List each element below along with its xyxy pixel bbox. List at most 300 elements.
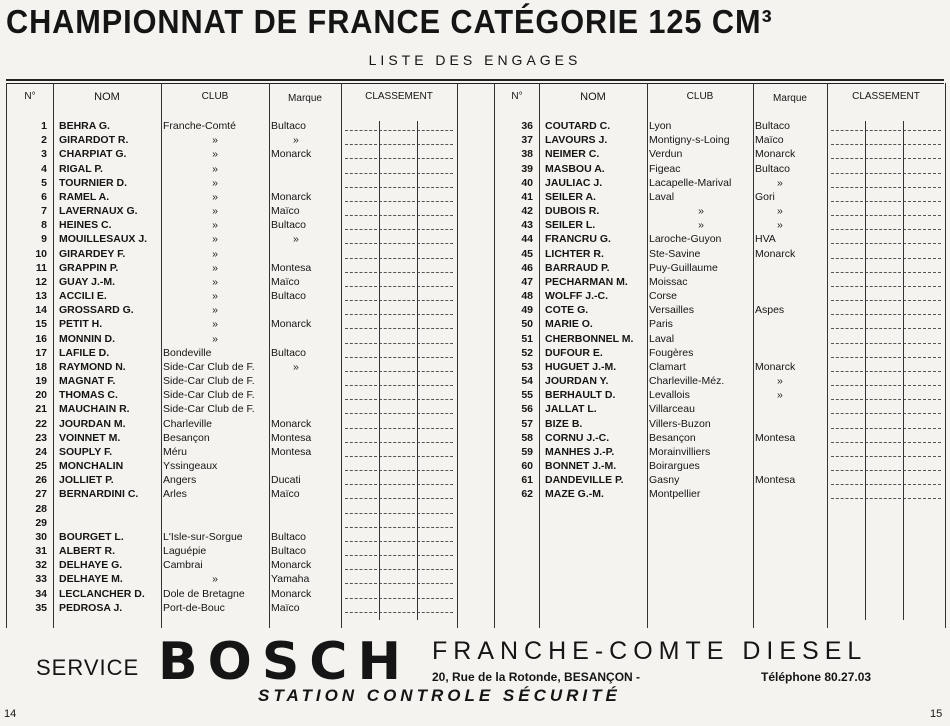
classement-blank xyxy=(417,583,453,584)
classement-blank xyxy=(831,300,863,301)
classement-blank xyxy=(903,130,941,131)
entry-number: 40 xyxy=(521,176,533,189)
classement-blank xyxy=(417,470,453,471)
classement-blank xyxy=(865,215,901,216)
table-row xyxy=(7,459,457,473)
page-title: CHAMPIONNAT DE FRANCE CATÉGORIE 125 CM³ xyxy=(6,3,773,40)
classement-blank xyxy=(417,428,453,429)
entry-number: 3 xyxy=(41,148,47,161)
entry-number: 61 xyxy=(521,474,533,487)
classement-blank xyxy=(345,357,377,358)
entry-name: SOUPLY F. xyxy=(59,445,113,458)
entry-marque: Maïco xyxy=(755,134,784,147)
classement-blank xyxy=(345,413,377,414)
entry-marque: Monarck xyxy=(271,587,312,600)
classement-blank xyxy=(379,569,415,570)
entry-marque: » xyxy=(777,205,783,218)
classement-blank xyxy=(903,498,941,499)
classement-blank xyxy=(379,173,415,174)
classement-blank xyxy=(831,215,863,216)
classement-divider xyxy=(903,121,904,620)
classement-blank xyxy=(417,371,453,372)
entry-club: Boirargues xyxy=(649,460,700,473)
classement-blank xyxy=(865,144,901,145)
classement-blank xyxy=(417,399,453,400)
entry-club: Side-Car Club de F. xyxy=(163,360,255,373)
classement-blank xyxy=(417,258,453,259)
entry-number: 49 xyxy=(521,304,533,317)
classement-blank xyxy=(379,541,415,542)
classement-blank xyxy=(345,144,377,145)
classement-blank xyxy=(417,442,453,443)
entry-number: 4 xyxy=(41,162,47,175)
entry-marque: Yamaha xyxy=(271,573,310,586)
entry-marque: Bultaco xyxy=(755,120,791,132)
table-row xyxy=(495,204,945,218)
classement-blank xyxy=(903,215,941,216)
header-classement: CLASSEMENT xyxy=(852,91,920,102)
classement-blank xyxy=(903,371,941,372)
entry-name: LAVOURS J. xyxy=(545,134,608,147)
entry-club: Angers xyxy=(163,474,197,487)
entry-number: 28 xyxy=(35,502,47,515)
entry-club: Montpellier xyxy=(649,488,701,501)
table-row xyxy=(7,247,457,261)
entry-club: » xyxy=(212,176,218,189)
classement-blank xyxy=(345,272,377,273)
entry-number: 51 xyxy=(521,332,533,345)
classement-blank xyxy=(865,201,901,202)
table-row xyxy=(495,346,945,360)
table-row xyxy=(7,190,457,204)
entry-number: 10 xyxy=(35,247,47,260)
entry-number: 62 xyxy=(521,488,533,501)
table-row xyxy=(495,459,945,473)
classement-blank xyxy=(831,343,863,344)
classement-blank xyxy=(831,158,863,159)
entry-club: Bondeville xyxy=(163,346,212,359)
table-row xyxy=(7,204,457,218)
entry-name: LAFILE D. xyxy=(59,346,110,359)
entry-club: Laguépie xyxy=(163,545,207,558)
header-marque: Marque xyxy=(773,93,807,104)
classement-blank xyxy=(345,243,377,244)
header-club: CLUB xyxy=(201,91,229,102)
classement-blank xyxy=(379,258,415,259)
entry-marque: Montesa xyxy=(271,261,312,274)
classement-blank xyxy=(417,513,453,514)
classement-blank xyxy=(865,413,901,414)
classement-blank xyxy=(379,428,415,429)
table-row xyxy=(7,374,457,388)
entry-club: Arles xyxy=(163,488,187,501)
entry-marque: » xyxy=(777,176,783,189)
entry-club: » xyxy=(212,275,218,288)
classement-blank xyxy=(831,484,863,485)
entry-marque: » xyxy=(777,375,783,388)
classement-blank xyxy=(417,187,453,188)
table-row xyxy=(495,374,945,388)
classement-blank xyxy=(417,555,453,556)
entry-number: 33 xyxy=(35,573,47,586)
entry-number: 26 xyxy=(35,474,47,487)
classement-blank xyxy=(865,371,901,372)
table-row xyxy=(495,133,945,147)
table-row xyxy=(7,147,457,161)
classement-blank xyxy=(379,513,415,514)
entry-number: 58 xyxy=(521,431,533,444)
entry-marque: Maïco xyxy=(271,205,300,218)
entry-club: Cambrai xyxy=(163,559,203,572)
table-row xyxy=(7,360,457,374)
entry-name: BIZE B. xyxy=(545,417,583,430)
footer-company: FRANCHE-COMTE DIESEL xyxy=(432,637,868,665)
entry-club: » xyxy=(212,290,218,303)
table-row xyxy=(495,232,945,246)
classement-blank xyxy=(903,385,941,386)
entry-club: » xyxy=(212,261,218,274)
classement-blank xyxy=(831,144,863,145)
classement-blank xyxy=(345,130,377,131)
bosch-logo: BOSCH xyxy=(158,632,411,692)
classement-blank xyxy=(345,385,377,386)
classement-blank xyxy=(831,357,863,358)
classement-blank xyxy=(831,286,863,287)
table-row xyxy=(7,601,457,615)
classement-blank xyxy=(379,343,415,344)
entry-number: 5 xyxy=(41,176,47,189)
classement-blank xyxy=(379,399,415,400)
classement-blank xyxy=(417,498,453,499)
entry-number: 15 xyxy=(35,318,47,331)
entry-name: MONCHALIN xyxy=(59,460,124,473)
entry-club: » xyxy=(212,190,218,203)
classement-blank xyxy=(865,470,901,471)
entry-number: 53 xyxy=(521,360,533,373)
entry-name: ACCILI E. xyxy=(59,290,107,303)
entry-club: Besançon xyxy=(649,431,696,444)
entry-marque: Bultaco xyxy=(271,290,307,303)
classement-blank xyxy=(417,286,453,287)
classement-blank xyxy=(865,328,901,329)
classement-blank xyxy=(903,314,941,315)
classement-blank xyxy=(417,598,453,599)
entry-name: VOINNET M. xyxy=(59,431,121,444)
classement-blank xyxy=(379,201,415,202)
table-row xyxy=(7,587,457,601)
classement-blank xyxy=(417,569,453,570)
entry-number: 34 xyxy=(35,587,47,600)
entry-number: 37 xyxy=(521,134,533,147)
entry-club: Fougères xyxy=(649,346,694,359)
entry-name: MAGNAT F. xyxy=(59,375,116,388)
table-row xyxy=(7,558,457,572)
classement-blank xyxy=(379,484,415,485)
classement-blank xyxy=(345,229,377,230)
classement-blank xyxy=(417,541,453,542)
classement-blank xyxy=(865,343,901,344)
entry-marque: Aspes xyxy=(755,304,785,317)
entry-club: Montigny-s-Loing xyxy=(649,134,730,147)
entry-number: 22 xyxy=(35,417,47,430)
table-row xyxy=(495,317,945,331)
entry-marque: Monarck xyxy=(755,360,796,373)
entry-name: RIGAL P. xyxy=(59,162,103,175)
entry-club: Side-Car Club de F. xyxy=(163,375,255,388)
classement-blank xyxy=(379,272,415,273)
classement-blank xyxy=(865,272,901,273)
classement-blank xyxy=(903,428,941,429)
entry-name: MARIE O. xyxy=(545,318,593,331)
entry-marque: Bultaco xyxy=(271,346,307,359)
classement-blank xyxy=(865,314,901,315)
entry-number: 41 xyxy=(521,190,533,203)
classement-blank xyxy=(417,201,453,202)
table-row xyxy=(7,544,457,558)
classement-blank xyxy=(831,371,863,372)
classement-blank xyxy=(903,328,941,329)
entry-number: 47 xyxy=(521,275,533,288)
header-nom: NOM xyxy=(580,91,606,103)
entry-name: BEHRA G. xyxy=(59,120,110,132)
classement-blank xyxy=(865,484,901,485)
entry-club: Ste-Savine xyxy=(649,247,701,260)
classement-blank xyxy=(831,470,863,471)
entry-marque: » xyxy=(293,134,299,147)
entry-marque: Monarck xyxy=(271,148,312,161)
classement-blank xyxy=(417,314,453,315)
classement-blank xyxy=(345,555,377,556)
table-row xyxy=(495,332,945,346)
entry-number: 12 xyxy=(35,275,47,288)
entry-marque: Maïco xyxy=(271,488,300,501)
entry-name: JOURDAN Y. xyxy=(545,375,609,388)
classement-blank xyxy=(345,215,377,216)
classement-blank xyxy=(345,498,377,499)
classement-blank xyxy=(831,272,863,273)
table-row xyxy=(7,445,457,459)
entry-club: Moissac xyxy=(649,275,688,288)
entry-number: 44 xyxy=(521,233,533,246)
table-row xyxy=(495,176,945,190)
entry-number: 45 xyxy=(521,247,533,260)
classement-blank xyxy=(345,470,377,471)
entry-name: MAZE G.-M. xyxy=(545,488,604,501)
classement-blank xyxy=(345,583,377,584)
entry-name: DANDEVILLE P. xyxy=(545,474,624,487)
entry-name: PECHARMAN M. xyxy=(545,275,628,288)
entry-number: 11 xyxy=(35,261,47,274)
entry-club: Morainvilliers xyxy=(649,445,711,458)
entry-marque: Monarck xyxy=(271,318,312,331)
classement-blank xyxy=(865,286,901,287)
entry-name: LICHTER R. xyxy=(545,247,604,260)
classement-blank xyxy=(345,343,377,344)
classement-blank xyxy=(903,144,941,145)
classement-blank xyxy=(903,300,941,301)
header-club: CLUB xyxy=(686,91,714,102)
table-row xyxy=(495,360,945,374)
entry-number: 9 xyxy=(41,233,47,246)
entry-name: LECLANCHER D. xyxy=(59,587,145,600)
entry-club: » xyxy=(212,162,218,175)
classement-blank xyxy=(903,484,941,485)
entry-name: MASBOU A. xyxy=(545,162,605,175)
classement-blank xyxy=(379,456,415,457)
entry-name: COTE G. xyxy=(545,304,589,317)
entry-club: Villers-Buzon xyxy=(649,417,711,430)
classement-blank xyxy=(379,598,415,599)
classement-blank xyxy=(417,385,453,386)
entry-marque: Maïco xyxy=(271,601,300,614)
classement-blank xyxy=(379,286,415,287)
entry-name: WOLFF J.-C. xyxy=(545,290,608,303)
classement-blank xyxy=(417,144,453,145)
classement-blank xyxy=(345,456,377,457)
classement-blank xyxy=(379,158,415,159)
footer-phone: Téléphone 80.27.03 xyxy=(761,670,872,684)
entry-number: 43 xyxy=(521,219,533,232)
classement-blank xyxy=(379,357,415,358)
entry-marque: » xyxy=(777,389,783,402)
entry-marque: Bultaco xyxy=(271,219,307,232)
classement-blank xyxy=(379,527,415,528)
entry-club: Side-Car Club de F. xyxy=(163,403,255,416)
entry-number: 36 xyxy=(521,120,533,132)
entry-club: Port-de-Bouc xyxy=(163,601,225,614)
entry-name: PETIT H. xyxy=(59,318,103,331)
entry-number: 48 xyxy=(521,290,533,303)
classement-blank xyxy=(345,541,377,542)
classement-blank xyxy=(417,612,453,613)
entry-number: 6 xyxy=(41,190,47,203)
table-row xyxy=(495,218,945,232)
table-row xyxy=(7,572,457,586)
table-row xyxy=(7,218,457,232)
table-row xyxy=(7,530,457,544)
table-row xyxy=(7,303,457,317)
classement-blank xyxy=(345,527,377,528)
classement-divider xyxy=(379,121,380,620)
classement-blank xyxy=(379,215,415,216)
classement-blank xyxy=(903,201,941,202)
classement-blank xyxy=(903,286,941,287)
classement-blank xyxy=(379,612,415,613)
classement-blank xyxy=(903,343,941,344)
entry-marque: Monarck xyxy=(755,148,796,161)
entry-number: 30 xyxy=(35,530,47,543)
entry-club: Franche-Comté xyxy=(163,120,236,132)
table-row xyxy=(7,516,457,530)
entry-number: 50 xyxy=(521,318,533,331)
table-row xyxy=(495,417,945,431)
classement-blank xyxy=(831,328,863,329)
entry-number: 20 xyxy=(35,389,47,402)
header-num: N° xyxy=(511,91,523,102)
table-row xyxy=(495,147,945,161)
classement-blank xyxy=(379,470,415,471)
entry-number: 56 xyxy=(521,403,533,416)
table-row xyxy=(7,473,457,487)
entry-club: Charleville-Méz. xyxy=(649,375,725,388)
page-number-left: 14 xyxy=(4,708,17,720)
entry-name: RAMEL A. xyxy=(59,190,110,203)
classement-blank xyxy=(865,300,901,301)
table-row xyxy=(7,388,457,402)
classement-blank xyxy=(865,130,901,131)
entry-number: 25 xyxy=(35,460,47,473)
classement-blank xyxy=(903,173,941,174)
entry-name: CORNU J.-C. xyxy=(545,431,610,444)
entry-marque: » xyxy=(777,219,783,232)
entry-number: 14 xyxy=(35,304,47,317)
classement-blank xyxy=(417,456,453,457)
entry-name: DUBOIS R. xyxy=(545,205,600,218)
entry-club: Gasny xyxy=(649,474,680,487)
entry-club: Levallois xyxy=(649,389,690,402)
table-row xyxy=(495,289,945,303)
entry-number: 46 xyxy=(521,261,533,274)
entry-number: 24 xyxy=(35,445,47,458)
entry-marque: Monarck xyxy=(271,190,312,203)
entry-name: JOLLIET P. xyxy=(59,474,114,487)
classement-blank xyxy=(379,243,415,244)
entry-number: 55 xyxy=(521,389,533,402)
entry-name: JOURDAN M. xyxy=(59,417,126,430)
classement-blank xyxy=(417,272,453,273)
entry-club: » xyxy=(212,148,218,161)
top-rule xyxy=(6,79,944,81)
entry-marque: Montesa xyxy=(271,431,312,444)
entry-name: JAULIAC J. xyxy=(545,176,603,189)
classement-blank xyxy=(345,286,377,287)
entry-name: TOURNIER D. xyxy=(59,176,128,189)
entry-club: Paris xyxy=(649,318,673,331)
entry-club: Charleville xyxy=(163,417,213,430)
entry-name: MAUCHAIN R. xyxy=(59,403,130,416)
entry-name: JALLAT L. xyxy=(545,403,597,416)
table-row xyxy=(495,473,945,487)
classement-blank xyxy=(417,413,453,414)
table-row xyxy=(495,275,945,289)
classement-blank xyxy=(345,314,377,315)
table-row xyxy=(7,289,457,303)
classement-blank xyxy=(831,385,863,386)
entry-name: NEIMER C. xyxy=(545,148,600,161)
classement-blank xyxy=(903,413,941,414)
table-row xyxy=(495,445,945,459)
classement-blank xyxy=(379,555,415,556)
entry-name: SEILER L. xyxy=(545,219,596,232)
entry-number: 32 xyxy=(35,559,47,572)
entry-club: Verdun xyxy=(649,148,683,161)
entry-number: 42 xyxy=(521,205,533,218)
classement-blank xyxy=(831,413,863,414)
entry-club: » xyxy=(698,219,704,232)
entry-club: Dole de Bretagne xyxy=(163,587,245,600)
entry-club: Versailles xyxy=(649,304,694,317)
entry-marque: HVA xyxy=(755,233,776,246)
page-subtitle: LISTE DES ENGAGES xyxy=(368,52,582,68)
entry-club: Side-Car Club de F. xyxy=(163,389,255,402)
entry-club: Lacapelle-Marival xyxy=(649,176,732,189)
entry-club: Figeac xyxy=(649,162,681,175)
classement-blank xyxy=(417,484,453,485)
entry-name: GRAPPIN P. xyxy=(59,261,119,274)
entry-number: 35 xyxy=(35,601,47,614)
classement-blank xyxy=(865,399,901,400)
table-row xyxy=(7,431,457,445)
